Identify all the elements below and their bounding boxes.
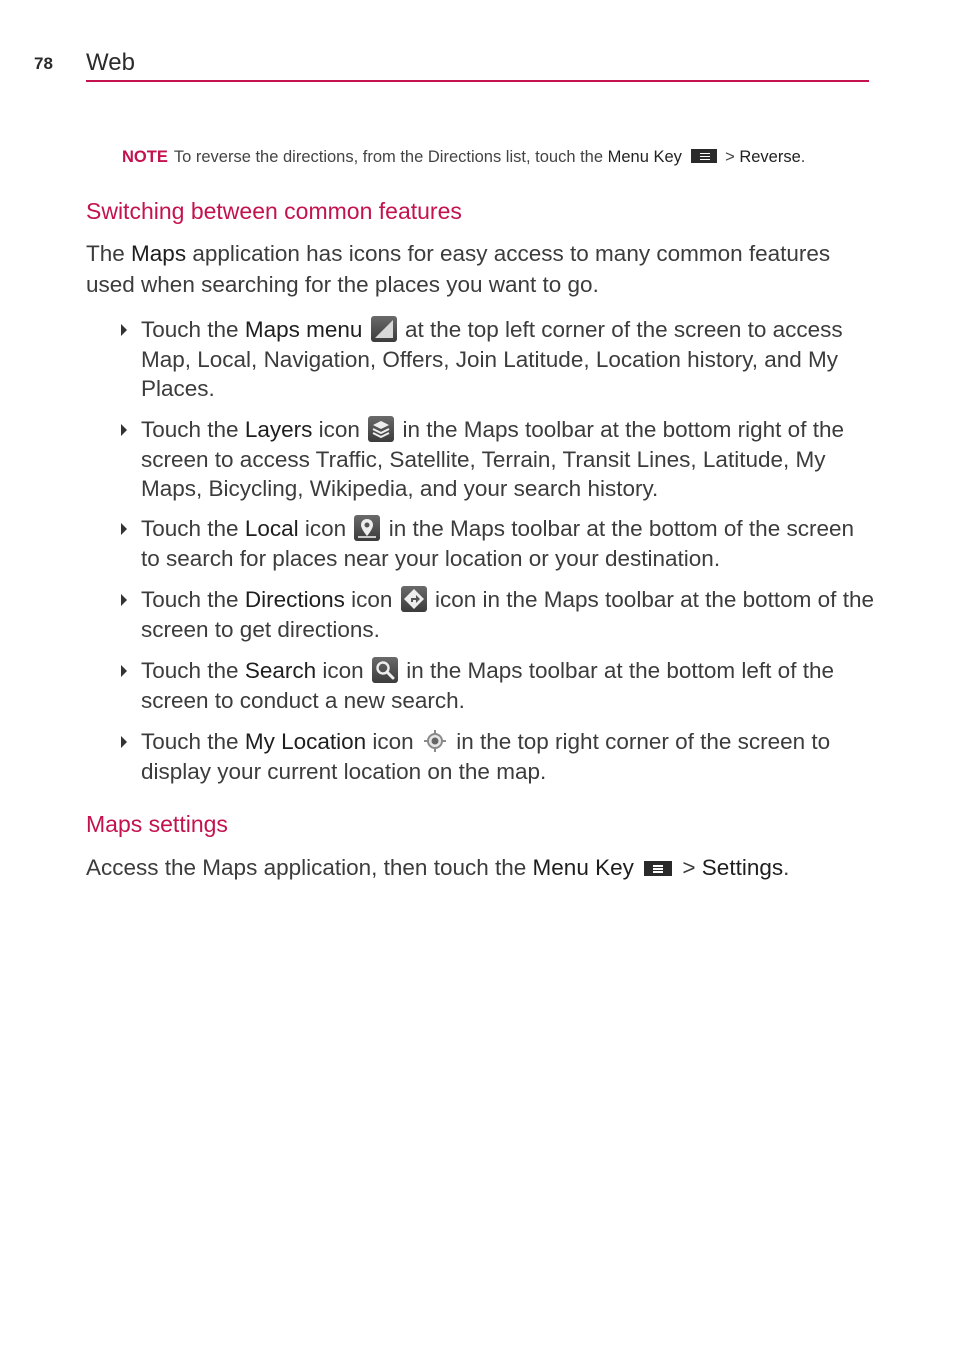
section-title: Web	[86, 49, 135, 76]
bullet-triangle	[121, 594, 127, 606]
settings-para	[86, 852, 876, 883]
note-action: Reverse	[739, 148, 801, 166]
bullet-triangle	[121, 736, 127, 748]
settings-end: .	[783, 855, 790, 880]
bullet-maps-menu	[141, 315, 876, 404]
bullet-post: in the top right corner of the screen to display your current location on the map.	[141, 729, 831, 784]
layers-icon	[368, 416, 394, 442]
bullet-triangle	[121, 424, 127, 436]
note-menu-key: Menu Key	[607, 148, 682, 166]
switching-heading: Switching between common features	[86, 198, 462, 224]
bullet-pre: Touch the	[141, 729, 239, 754]
bullet-icon-word: icon	[322, 658, 364, 683]
settings-menu-key: Menu Key	[532, 855, 634, 880]
menu-key-icon	[691, 149, 717, 163]
bullet-icon-word: icon	[351, 587, 393, 612]
bullet-icon-word: icon	[318, 417, 360, 442]
bullet-post: at the top left corner of the screen to access Map, Local, Navigation, Offers, Join Latitude, Location history, and My Places.	[141, 317, 843, 401]
bullet-bold: Maps menu	[244, 317, 363, 342]
switching-intro	[86, 238, 876, 300]
note-label: NOTE	[122, 148, 168, 166]
bullet-bold: Layers	[244, 417, 313, 442]
settings-action: Settings	[701, 855, 784, 880]
menu-key-icon	[644, 861, 672, 876]
settings-separator: >	[682, 855, 696, 880]
bullet-pre: Touch the	[141, 417, 239, 442]
my-location-icon	[422, 728, 448, 754]
bullet-post: in the Maps toolbar at the bottom right of the screen to access Traffic, Satellite, Terrain, Transit Lines, Latitude, My Maps, Bicycling, Wikipedia, and your search history.	[141, 417, 844, 501]
note-text: To reverse the directions, from the Directions list, touch the	[173, 148, 604, 166]
bullet-local	[141, 514, 876, 573]
bullet-post: in the Maps toolbar at the bottom of the screen to search for places near your location or your destination.	[141, 516, 854, 571]
bullet-pre: Touch the	[141, 658, 239, 683]
bullet-search	[141, 656, 876, 715]
bullet-directions	[141, 585, 876, 644]
bullet-bold: Local	[244, 516, 299, 541]
bullet-icon-word: icon	[372, 729, 414, 754]
bullet-bold: Directions	[244, 587, 345, 612]
bullet-pre: Touch the	[141, 317, 239, 342]
bullet-icon-word: icon	[304, 516, 347, 541]
bullet-my-location	[141, 727, 876, 786]
intro-rest: application has icons for easy access to many common features used when searching for the places you want to go.	[86, 241, 831, 297]
bullet-layers	[141, 415, 876, 504]
bullet-triangle	[121, 324, 127, 336]
maps-menu-icon	[371, 316, 397, 342]
note-end: .	[800, 148, 806, 166]
intro-maps: Maps	[131, 241, 187, 266]
bullet-bold: My Location	[244, 729, 367, 754]
bullet-bold: Search	[244, 658, 317, 683]
bullet-triangle	[121, 523, 127, 535]
bullet-post: icon in the Maps toolbar at the bottom of the screen to get directions.	[141, 587, 874, 642]
search-icon	[372, 657, 398, 683]
page-number: 78	[34, 54, 53, 73]
settings-text: Access the Maps application, then touch the	[86, 855, 527, 880]
bullet-triangle	[121, 665, 127, 677]
settings-heading: Maps settings	[86, 811, 228, 837]
note-separator: >	[725, 148, 735, 166]
note	[122, 148, 805, 167]
local-icon	[354, 515, 380, 541]
bullet-pre: Touch the	[141, 516, 239, 541]
directions-icon	[401, 586, 427, 612]
intro-the: The	[86, 241, 125, 266]
bullet-post: in the Maps toolbar at the bottom left of the screen to conduct a new search.	[141, 658, 834, 713]
bullet-pre: Touch the	[141, 587, 239, 612]
header-rule	[86, 80, 869, 82]
